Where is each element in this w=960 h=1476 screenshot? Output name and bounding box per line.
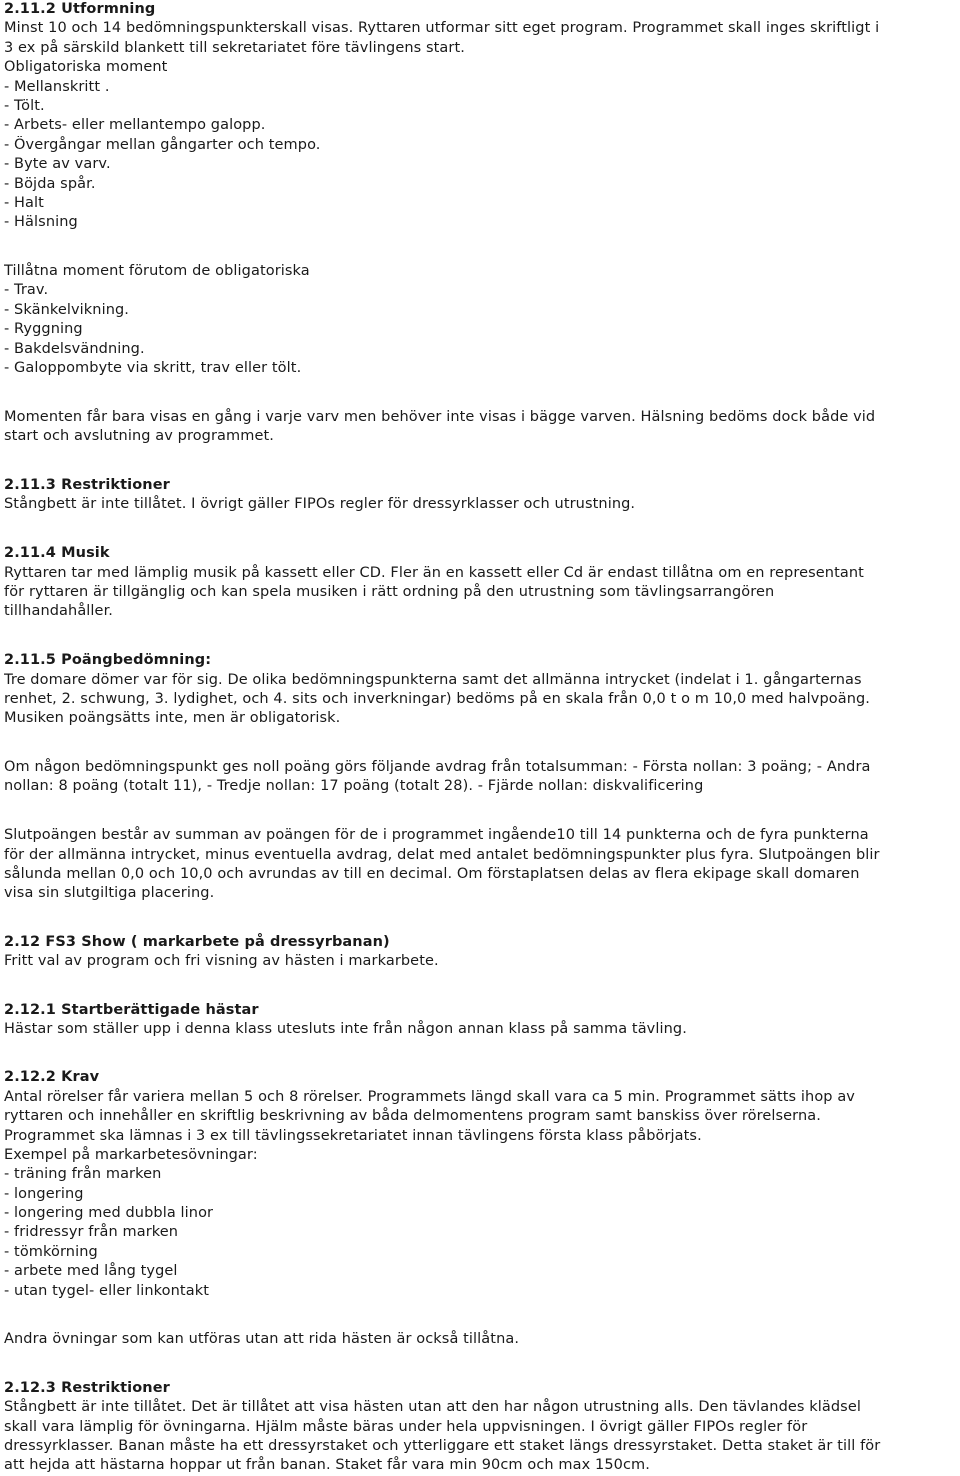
heading-2-12-2: 2.12.2 Krav bbox=[4, 1069, 100, 1086]
spacer bbox=[4, 1039, 956, 1068]
list-item: - Halt bbox=[4, 194, 44, 211]
text-line: Musiken poängsätts inte, men är obligatorisk. bbox=[4, 710, 341, 727]
spacer bbox=[4, 233, 956, 262]
list-item: - utan tygel- eller linkontakt bbox=[4, 1282, 209, 1299]
heading-2-11-4: 2.11.4 Musik bbox=[4, 545, 110, 562]
list-item: - träning från marken bbox=[4, 1166, 162, 1183]
text-line: Minst 10 och 14 bedömningspunkterskall visas. Ryttaren utformar sitt eget program. Programmet skall inges skriftligt i bbox=[4, 20, 880, 37]
text-line: Programmet ska lämnas i 3 ex till tävlingssekretariatet innan tävlingens första klass påbörjats. bbox=[4, 1127, 702, 1144]
document-page bbox=[4, 0, 956, 1476]
text-line: Exempel på markarbetesövningar: bbox=[4, 1146, 258, 1163]
text-line: för der allmänna intrycket, minus eventuella avdrag, delat med antalet bedömningspunkter plus fyra. Slutpoängen blir bbox=[4, 846, 880, 863]
text-line: start och avslutning av programmet. bbox=[4, 428, 274, 445]
list-item: - Bakdelsvändning. bbox=[4, 340, 145, 357]
spacer bbox=[4, 797, 956, 826]
list-item: - Ryggning bbox=[4, 321, 83, 338]
text-line: Slutpoängen består av summan av poängen för de i programmet ingående10 till 14 punkterna och de fyra punkterna bbox=[4, 827, 869, 844]
text-line: att hejda att hästarna hoppar ut från banan. Staket får vara min 90cm och max 150cm. bbox=[4, 1457, 650, 1474]
text-line: skall vara lämplig för övningarna. Hjälm måste bäras under hela uppvisningen. I övrigt gäller FIPOs regler för bbox=[4, 1418, 808, 1435]
spacer bbox=[4, 729, 956, 758]
text-line: sålunda mellan 0,0 och 10,0 och avrundas av till en decimal. Om förstaplatsen delas av flera ekipage skall domaren bbox=[4, 866, 860, 883]
text-line: Stångbett är inte tillåtet. I övrigt gäller FIPOs regler för dressyrklasser och utrustning. bbox=[4, 496, 636, 513]
text-line: ryttaren och innehåller en skriftlig beskrivning av båda delmomentens program samt banskiss över rörelserna. bbox=[4, 1108, 821, 1125]
spacer bbox=[4, 1350, 956, 1379]
list-item: - Arbets- eller mellantempo galopp. bbox=[4, 117, 266, 134]
list-item: - Tölt. bbox=[4, 97, 45, 114]
allowed-moments bbox=[4, 262, 956, 378]
heading-2-11-2: 2.11.2 Utformning bbox=[4, 1, 156, 17]
spacer bbox=[4, 1301, 956, 1330]
list-item: - arbete med lång tygel bbox=[4, 1263, 178, 1280]
spacer bbox=[4, 515, 956, 544]
spacer bbox=[4, 972, 956, 1001]
list-item: - Trav. bbox=[4, 282, 49, 299]
text-line: dressyrklasser. Banan måste ha ett dressyrstaket och ytterliggare ett staket längs dressyrstaket. Detta staket är till för bbox=[4, 1438, 881, 1454]
list-item: - Mellanskritt . bbox=[4, 78, 110, 95]
text-line: nollan: 8 poäng (totalt 11), - Tredje nollan: 17 poäng (totalt 28). - Fjärde nollan: diskvalificering bbox=[4, 778, 704, 795]
text-line: Obligatoriska moment bbox=[4, 59, 168, 76]
list-item: - Skänkelvikning. bbox=[4, 301, 130, 318]
text-line: Antal rörelser får variera mellan 5 och 8 rörelser. Programmets längd skall vara ca 5 min. Programmet sätts ihop av bbox=[4, 1088, 855, 1105]
text-line: Ryttaren tar med lämplig musik på kassett eller CD. Fler än en kassett eller Cd är endast tillåtna om en representant bbox=[4, 564, 864, 581]
text-line: 3 ex på särskild blankett till sekretariatet före tävlingens start. bbox=[4, 39, 465, 56]
text-line: Tre domare dömer var för sig. De olika bedömningspunkterna samt det allmänna intrycket (indelat i 1. gångarternas bbox=[4, 671, 862, 688]
text-line: Tillåtna moment förutom de obligatoriska bbox=[4, 263, 310, 280]
text-line: Om någon bedömningspunkt ges noll poäng görs följande avdrag från totalsumman: - Första nollan: 3 poäng; - Andra bbox=[4, 759, 871, 776]
heading-2-12-3: 2.12.3 Restriktioner bbox=[4, 1379, 170, 1396]
text-line: tillhandahåller. bbox=[4, 603, 114, 620]
section-2-11-2-body bbox=[4, 19, 956, 232]
list-item: - Böjda spår. bbox=[4, 175, 96, 192]
heading-2-11-5: 2.11.5 Poängbedömning: bbox=[4, 652, 212, 669]
heading-2-11-3: 2.11.3 Restriktioner bbox=[4, 476, 170, 493]
heading-2-12: 2.12 FS3 Show ( markarbete på dressyrbanan) bbox=[4, 933, 390, 950]
text-line: renhet, 2. schwung, 3. lydighet, och 4. sits och inverkningar) bedöms på en skala från 0,0 t o m 10,0 med halvpoäng. bbox=[4, 690, 871, 707]
text-line: Hästar som ställer upp i denna klass utesluts inte från någon annan klass på samma tävling. bbox=[4, 1020, 687, 1037]
spacer bbox=[4, 378, 956, 407]
text-line: Andra övningar som kan utföras utan att rida hästen är också tillåtna. bbox=[4, 1331, 520, 1348]
list-item: - longering med dubbla linor bbox=[4, 1205, 214, 1222]
spacer bbox=[4, 904, 956, 933]
text-line: Fritt val av program och fri visning av hästen i markarbete. bbox=[4, 953, 439, 970]
spacer bbox=[4, 447, 956, 476]
spacer bbox=[4, 622, 956, 651]
list-item: - longering bbox=[4, 1185, 84, 1202]
list-item: - Galoppombyte via skritt, trav eller tölt. bbox=[4, 360, 302, 377]
list-item: - tömkörning bbox=[4, 1243, 98, 1260]
list-item: - Hälsning bbox=[4, 214, 78, 231]
heading-2-12-1: 2.12.1 Startberättigade hästar bbox=[4, 1001, 259, 1018]
moments-note bbox=[4, 408, 956, 447]
text-line: Momenten får bara visas en gång i varje varv men behöver inte visas i bägge varven. Hälsning bedöms dock både vid bbox=[4, 408, 876, 425]
list-item: - Övergångar mellan gångarter och tempo. bbox=[4, 136, 321, 153]
text-line: för ryttaren är tillgänglig och kan spela musiken i rätt ordning på den utrustning som tävlingsarrangören bbox=[4, 583, 775, 600]
text-line: Stångbett är inte tillåtet. Det är tillåtet att visa hästen utan att den har någon utrustning alls. Den tävlandes klädsel bbox=[4, 1399, 861, 1416]
list-item: - Byte av varv. bbox=[4, 156, 111, 173]
list-item: - fridressyr från marken bbox=[4, 1224, 179, 1241]
text-line: visa sin slutgiltiga placering. bbox=[4, 885, 215, 902]
